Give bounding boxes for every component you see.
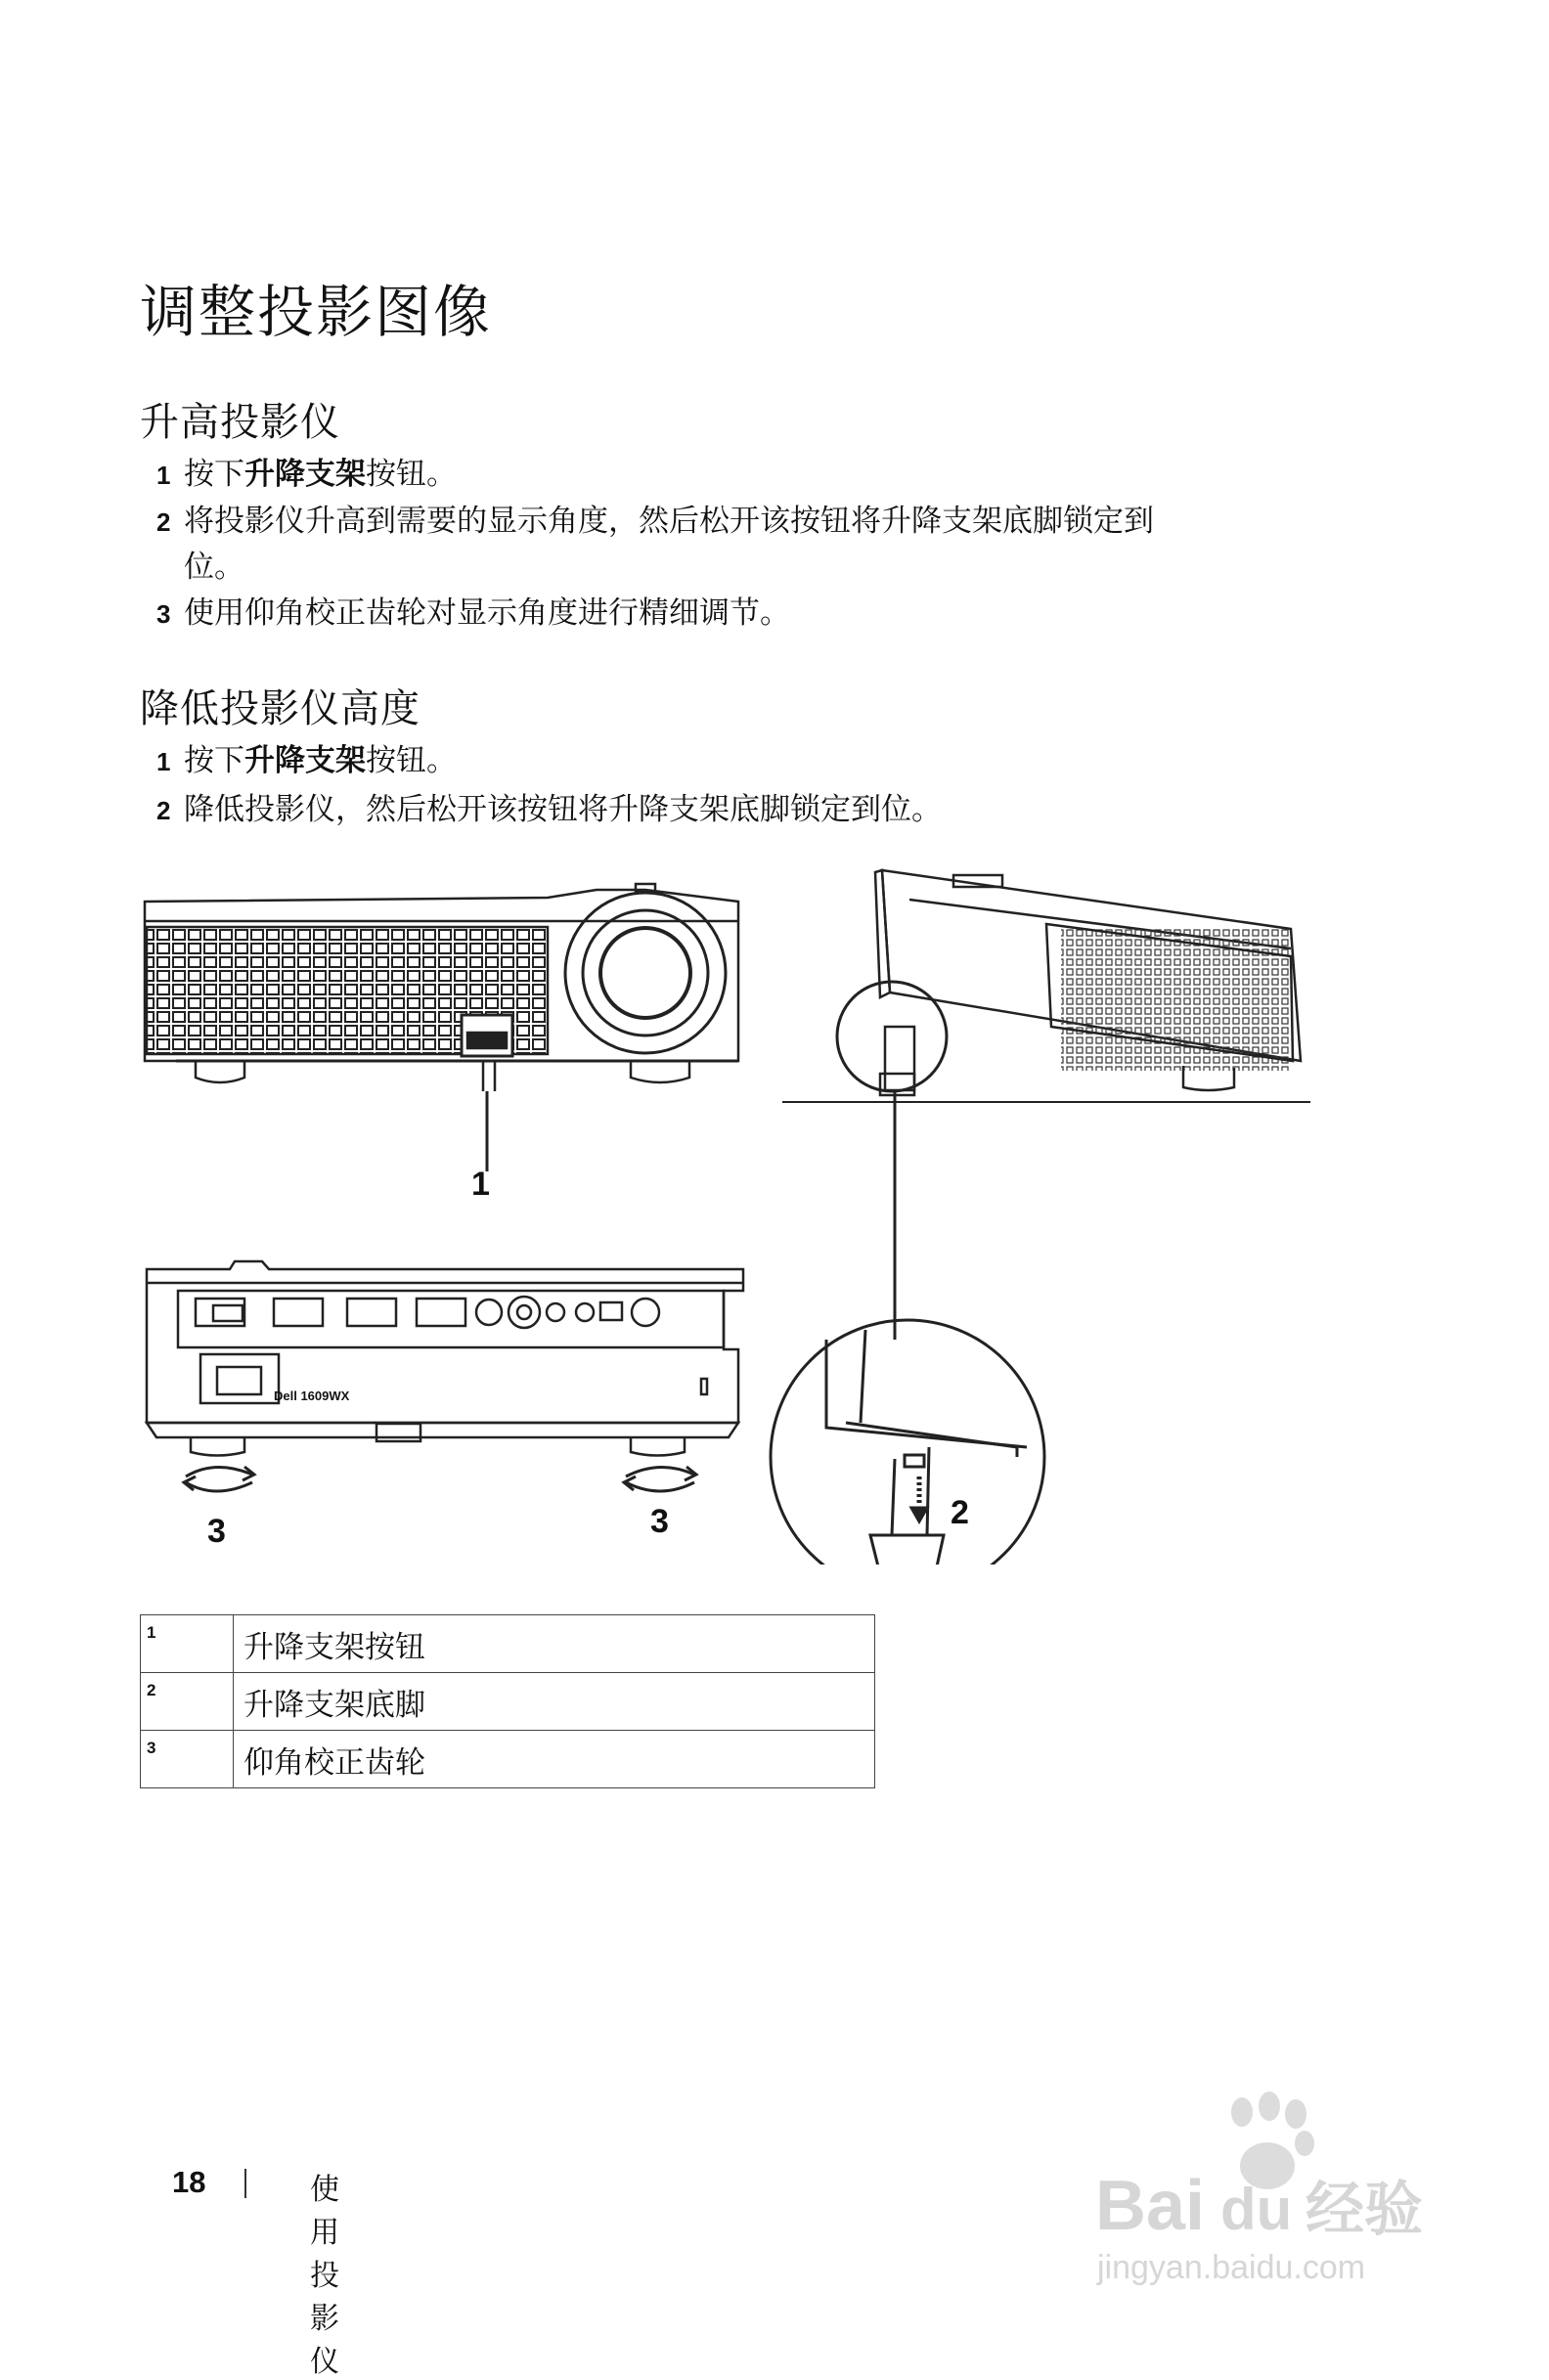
callout-2: 2 <box>951 1494 969 1531</box>
step-number: 1 <box>156 747 171 776</box>
step-number: 2 <box>156 507 171 537</box>
step-number: 3 <box>156 599 171 629</box>
legend-number: 3 <box>141 1731 234 1788</box>
projector-diagram <box>0 860 1549 1565</box>
projector-rear-view <box>147 1261 743 1456</box>
watermark-url: jingyan.baidu.com <box>1097 2249 1366 2286</box>
step-number: 2 <box>156 796 171 825</box>
legend-number: 1 <box>141 1615 234 1673</box>
watermark-brand-c: 经验 <box>1306 2176 1423 2244</box>
watermark-brand-a: Bai <box>1095 2167 1206 2245</box>
table-row <box>141 1615 875 1673</box>
callout-3-left: 3 <box>207 1513 226 1550</box>
footer-divider <box>244 2169 246 2198</box>
model-label: Dell 1609WX <box>274 1388 350 1403</box>
raise-step-1: 1 按下升降支架按钮。 <box>156 452 1330 498</box>
projector-front-view <box>145 884 738 1171</box>
page-title: 调整投影图像 <box>140 279 493 345</box>
baidu-jingyan-watermark <box>1095 2083 1467 2288</box>
paw-logo-icon <box>1231 2092 1314 2189</box>
projector-side-view <box>782 870 1310 1340</box>
table-row <box>141 1731 875 1788</box>
callout-3-right: 3 <box>650 1503 669 1540</box>
page-number: 18 <box>172 2165 206 2199</box>
legend-label: 升降支架底脚 <box>234 1673 875 1731</box>
callout-1: 1 <box>471 1166 490 1203</box>
footer-section-title: 使用投影仪 <box>310 2173 339 2379</box>
raise-heading: 升高投影仪 <box>140 400 340 445</box>
legend-number: 2 <box>141 1673 234 1731</box>
legend-table <box>140 1614 875 1788</box>
lower-step-1: 1 按下升降支架按钮。 <box>156 738 1330 784</box>
lower-step-2: 2 降低投影仪，然后松开该按钮将升降支架底脚锁定到位。 <box>156 787 1330 833</box>
legend-label: 升降支架按钮 <box>234 1615 875 1673</box>
foot-detail-magnified <box>771 1320 1044 1565</box>
lower-heading: 降低投影仪高度 <box>140 686 420 731</box>
rotation-arrow-left <box>184 1467 254 1491</box>
table-row <box>141 1673 875 1731</box>
watermark-brand-b: du <box>1220 2177 1293 2242</box>
raise-step-2: 2 将投影仪升高到需要的显示角度，然后松开该按钮将升降支架底脚锁定到 位。 <box>156 499 1330 590</box>
step-number: 1 <box>156 461 171 490</box>
raise-step-3: 3 使用仰角校正齿轮对显示角度进行精细调节。 <box>156 591 1330 637</box>
legend-label: 仰角校正齿轮 <box>234 1731 875 1788</box>
rotation-arrow-right <box>624 1467 696 1491</box>
